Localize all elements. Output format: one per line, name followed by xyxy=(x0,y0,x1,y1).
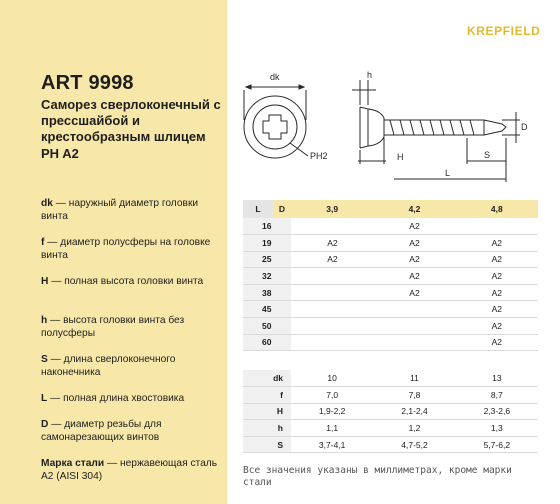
definition-text: — диаметр полусферы на головке винта xyxy=(41,237,211,261)
table-cell: A2 xyxy=(373,284,455,301)
definition-text: — диаметр резьбы для самонарезающих винтов xyxy=(41,419,162,443)
table-cell: A2 xyxy=(456,301,538,318)
table-header-row xyxy=(243,200,538,218)
table-cell: A2 xyxy=(373,235,455,252)
table-cell xyxy=(291,301,373,318)
table-row xyxy=(243,284,538,301)
definition-L xyxy=(41,392,227,405)
table-row xyxy=(243,251,538,268)
corner-L: L xyxy=(243,200,273,218)
length-cell: 45 xyxy=(243,301,291,318)
dimension-label: h xyxy=(243,420,291,437)
table-cell: A2 xyxy=(291,235,373,252)
table-cell: A2 xyxy=(456,318,538,335)
table-cell: 4,7-5,2 xyxy=(373,436,455,453)
table-row xyxy=(243,436,538,453)
diameter-header: 3,9 xyxy=(291,200,373,218)
table-cell: A2 xyxy=(373,218,455,235)
table-cell: A2 xyxy=(456,235,538,252)
dimension-label: dk xyxy=(243,370,291,387)
definition-dk xyxy=(41,197,227,223)
corner-D: D xyxy=(273,200,291,218)
definition-text: — полная длина хвостовика xyxy=(47,393,185,404)
table-cell: A2 xyxy=(456,268,538,285)
table-row xyxy=(243,218,538,235)
table-cell: 2,1-2,4 xyxy=(373,403,455,420)
table-cell: 7,8 xyxy=(373,387,455,404)
table-cell: A2 xyxy=(373,251,455,268)
drawing-label-S: S xyxy=(484,150,491,160)
product-title: Саморез сверлоконечный с прессшайбой и крестообразным шлицем PH A2 xyxy=(41,97,221,161)
definition-S xyxy=(41,353,227,379)
screw-shank xyxy=(384,120,484,135)
table-cell: 7,0 xyxy=(291,387,373,404)
table-cell xyxy=(373,334,455,351)
dimensions-table xyxy=(243,370,538,453)
table-row xyxy=(243,370,538,387)
definition-D xyxy=(41,418,227,444)
table-cell xyxy=(373,301,455,318)
table-cell: 13 xyxy=(456,370,538,387)
length-cell: 25 xyxy=(243,251,291,268)
length-cell: 60 xyxy=(243,334,291,351)
table-cell xyxy=(291,218,373,235)
drill-tip xyxy=(484,120,506,135)
table-cell: 1,3 xyxy=(456,420,538,437)
table-cell xyxy=(291,318,373,335)
definition-text: — длина сверлоконечного наконечника xyxy=(41,354,176,378)
table-row xyxy=(243,235,538,252)
table-row xyxy=(243,403,538,420)
diameter-header: 4,8 xyxy=(456,200,538,218)
length-cell: 38 xyxy=(243,284,291,301)
head-side xyxy=(368,109,384,146)
table-cell: 10 xyxy=(291,370,373,387)
table-row xyxy=(243,301,538,318)
table-cell: A2 xyxy=(291,251,373,268)
definition-key: L xyxy=(41,393,48,404)
definition-key: h xyxy=(41,315,48,326)
definition-key: f xyxy=(41,237,45,248)
screw-drawing xyxy=(240,60,540,185)
definition-text: — нержавеющая сталь A2 (AISI 304) xyxy=(41,458,218,482)
length-cell: 16 xyxy=(243,218,291,235)
head-inner-circle xyxy=(253,105,297,149)
length-cell: 19 xyxy=(243,235,291,252)
table-cell xyxy=(291,268,373,285)
table-row xyxy=(243,334,538,351)
screw-threads xyxy=(390,120,474,135)
table-cell: 1,1 xyxy=(291,420,373,437)
drawing-label-dk: dk xyxy=(270,72,280,82)
table-cell xyxy=(373,318,455,335)
table-row xyxy=(243,420,538,437)
table-cell: 1,9-2,2 xyxy=(291,403,373,420)
table-cell xyxy=(456,218,538,235)
footnote: Все значения указаны в миллиметрах, кроме марки стали xyxy=(243,465,512,488)
table-row xyxy=(243,318,538,335)
definition-text: — наружный диаметр головки винта xyxy=(41,198,199,222)
table-cell: 2,3-2,6 xyxy=(456,403,538,420)
product-art: ART 9998 xyxy=(41,72,134,94)
dimension-label: f xyxy=(243,387,291,404)
definition-key: Марка стали xyxy=(41,458,105,469)
table-cell: 11 xyxy=(373,370,455,387)
definition-steel xyxy=(41,457,227,483)
definition-text: — полная высота головки винта xyxy=(48,276,204,287)
table-cell: A2 xyxy=(456,334,538,351)
table-cell: A2 xyxy=(456,251,538,268)
drawing-label-D: D xyxy=(521,122,528,132)
diameter-header: 4,2 xyxy=(373,200,455,218)
table-cell: 8,7 xyxy=(456,387,538,404)
dimension-label: H xyxy=(243,403,291,420)
definition-key: dk xyxy=(41,198,53,209)
definition-h xyxy=(41,314,227,340)
brand-logo: KREPFIELD xyxy=(467,24,541,38)
table-cell: 1,2 xyxy=(373,420,455,437)
table-row xyxy=(243,387,538,404)
table-cell xyxy=(291,334,373,351)
drawing-label-ph: PH2 xyxy=(310,151,328,161)
definition-key: S xyxy=(41,354,48,365)
availability-table xyxy=(243,200,538,351)
drawing-label-h: h xyxy=(367,70,373,80)
phillips-slot xyxy=(263,115,287,139)
table-cell: A2 xyxy=(456,284,538,301)
length-cell: 50 xyxy=(243,318,291,335)
length-cell: 32 xyxy=(243,268,291,285)
drawing-label-H: H xyxy=(397,152,404,162)
definition-key: H xyxy=(41,276,49,287)
table-cell: A2 xyxy=(373,268,455,285)
table-row xyxy=(243,268,538,285)
drawing-label-L: L xyxy=(445,168,451,178)
table-cell xyxy=(291,284,373,301)
definition-text: — высота головки винта без полусферы xyxy=(41,315,185,339)
definition-H xyxy=(41,275,227,288)
table-cell: 3,7-4,1 xyxy=(291,436,373,453)
definition-key: D xyxy=(41,419,49,430)
dimension-label: S xyxy=(243,436,291,453)
table-cell: 5,7-6,2 xyxy=(456,436,538,453)
definition-f xyxy=(41,236,227,262)
left-panel xyxy=(0,0,227,504)
